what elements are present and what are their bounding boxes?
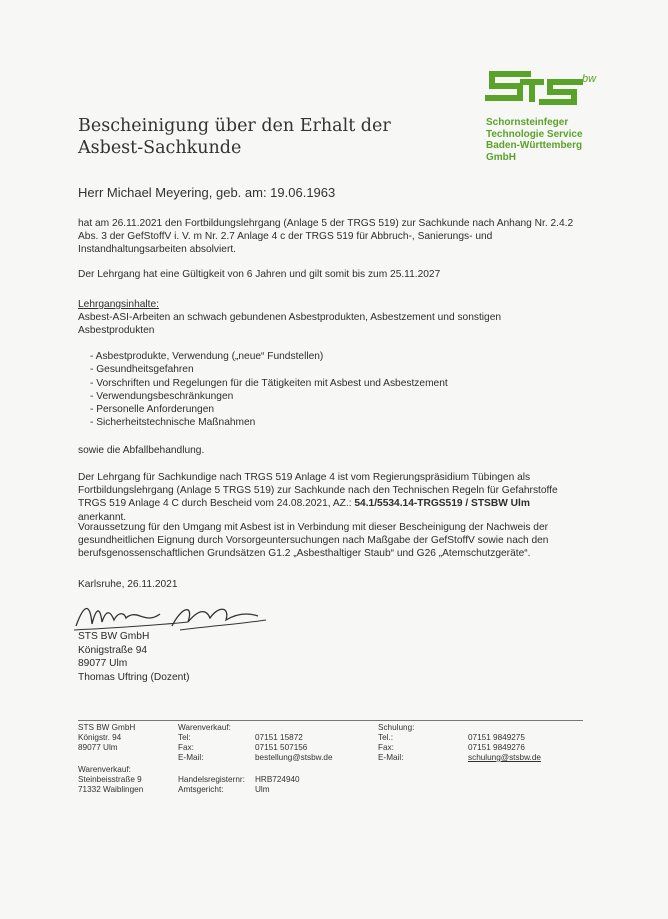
footer-register-labels [178, 775, 245, 795]
footer-value: HRB724940 [255, 775, 300, 784]
title-line-2: Asbest-Sachkunde [78, 138, 242, 158]
title-line-1: Bescheinigung über den Erhalt der [78, 116, 391, 136]
footer-label: E-Mail: [178, 753, 204, 762]
footer-value: 07151 507156 [255, 743, 308, 752]
company-line: GmbH [486, 151, 516, 163]
footer-value: bestellung@stsbw.de [255, 753, 333, 762]
footer-value: Ulm [255, 785, 270, 794]
footer-value: 07151 9849275 [468, 733, 525, 742]
sender-line: 89077 Ulm [78, 658, 128, 669]
school-email-link[interactable]: schulung@stsbw.de [468, 753, 541, 762]
footer-label: Tel: [178, 733, 191, 742]
footer-sales-labels [178, 723, 231, 763]
footer-line: 71332 Waiblingen [78, 785, 144, 794]
footer-divider [78, 720, 583, 721]
footer-heading: Warenverkauf: [178, 723, 231, 732]
approval-paragraph [78, 471, 578, 524]
approval-end: anerkannt. [78, 511, 127, 523]
contents-list [90, 350, 448, 430]
document-title [78, 115, 391, 159]
approval-reference: 54.1/5534.14-TRGS519 / STSBW Ulm [354, 498, 530, 510]
footer-school-labels [378, 723, 414, 763]
footer-line: Warenverkauf: [78, 765, 131, 774]
footer-value: 07151 15872 [255, 733, 303, 742]
sender-block [78, 630, 190, 684]
sender-line: Königstraße 94 [78, 644, 148, 656]
footer-line: 89077 Ulm [78, 743, 118, 752]
footer-value: 07151 9849276 [468, 743, 525, 752]
contents-intro: Asbest-ASI-Arbeiten an schwach gebundenen Asbestprodukten, Asbestzement und sonstigen Asbestprodukten [78, 312, 502, 337]
footer-line: Steinbeisstraße 9 [78, 775, 142, 784]
list-item: - Sicherheitstechnische Maßnahmen [90, 417, 256, 429]
validity-paragraph: Der Lehrgang hat eine Gültigkeit von 6 Jahren und gilt somit bis zum 25.11.2027 [78, 269, 441, 280]
sender-line: Thomas Uftring (Dozent) [78, 671, 190, 683]
contents-heading: Lehrgangsinhalte: [78, 299, 159, 310]
list-item: - Vorschriften und Regelungen für die Tätigkeiten mit Asbest und Asbestzement [90, 377, 448, 389]
footer-sales-address [78, 765, 143, 795]
company-line: Baden-Württemberg [486, 140, 583, 151]
list-item: - Personelle Anforderungen [90, 404, 215, 416]
company-line: Schornsteinfeger [486, 117, 569, 128]
list-item: - Gesundheitsgefahren [90, 364, 194, 376]
footer-label: E-Mail: [378, 753, 404, 762]
waste-paragraph: sowie die Abfallbehandlung. [78, 445, 205, 456]
sender-line: STS BW GmbH [78, 631, 150, 642]
sts-logo-mark [484, 68, 602, 112]
list-item: - Verwendungsbeschränkungen [90, 390, 234, 402]
list-item: - Asbestprodukte, Verwendung („neue“ Fundstellen) [90, 351, 324, 362]
footer-label: Amtsgericht: [178, 785, 224, 794]
footer-label: Tel.: [378, 733, 394, 742]
company-line: Technologie Service [486, 128, 583, 140]
footer-label: Fax: [178, 743, 194, 752]
requirement-paragraph: Voraussetzung für den Umgang mit Asbest ist in Verbindung mit dieser Bescheinigung der Nachweis der gesundheitlichen Eignung durch Vorsorgeuntersuchungen nach Maßgabe der GefStoffV sowie nach den berufsgenossenschaftlichen Grundsätzen G1.2 „Asbesthaltiger Staub“ und G26 „Atemschutzgeräte“. [78, 522, 549, 560]
footer-label: Handelsregisternr: [178, 775, 245, 784]
recipient-line: Herr Michael Meyering, geb. am: 19.06.1963 [78, 185, 336, 200]
footer-line: STS BW GmbH [78, 723, 136, 732]
footer-line: Königstr. 94 [78, 733, 122, 742]
footer-address [78, 723, 135, 753]
footer-label: Fax: [378, 743, 394, 752]
footer-register-values [255, 775, 300, 795]
footer-heading: Schulung: [378, 723, 415, 732]
approval-text: Der Lehrgang für Sachkundige nach TRGS 519 Anlage 4 ist vom Regierungspräsidium Tübingen als Fortbildungslehrgang (Anlage 5 TRGS 519) zur Sachkunde nach den Technischen Regeln für Gefahrstoffe TRGS 519 Anlage 4 C durch Bescheid vom 24.08.2021, AZ.: [78, 472, 558, 510]
completion-paragraph: hat am 26.11.2021 den Fortbildungslehrgang (Anlage 5 der TRGS 519) zur Sachkunde nach Anhang Nr. 2.4.2 Abs. 3 der GefStoffV i. V. m Nr. 2.7 Anlage 4 c der TRGS 519 für Abbruch-, Sanierungs- und Instandhaltungsarbeiten absolviert. [78, 218, 574, 256]
company-name-block [486, 117, 583, 163]
footer-sales-values [255, 733, 333, 763]
place-date: Karlsruhe, 26.11.2021 [78, 579, 178, 590]
svg-text:bw: bw [582, 73, 597, 85]
footer-school-values [468, 733, 541, 763]
sts-logo [484, 68, 604, 112]
